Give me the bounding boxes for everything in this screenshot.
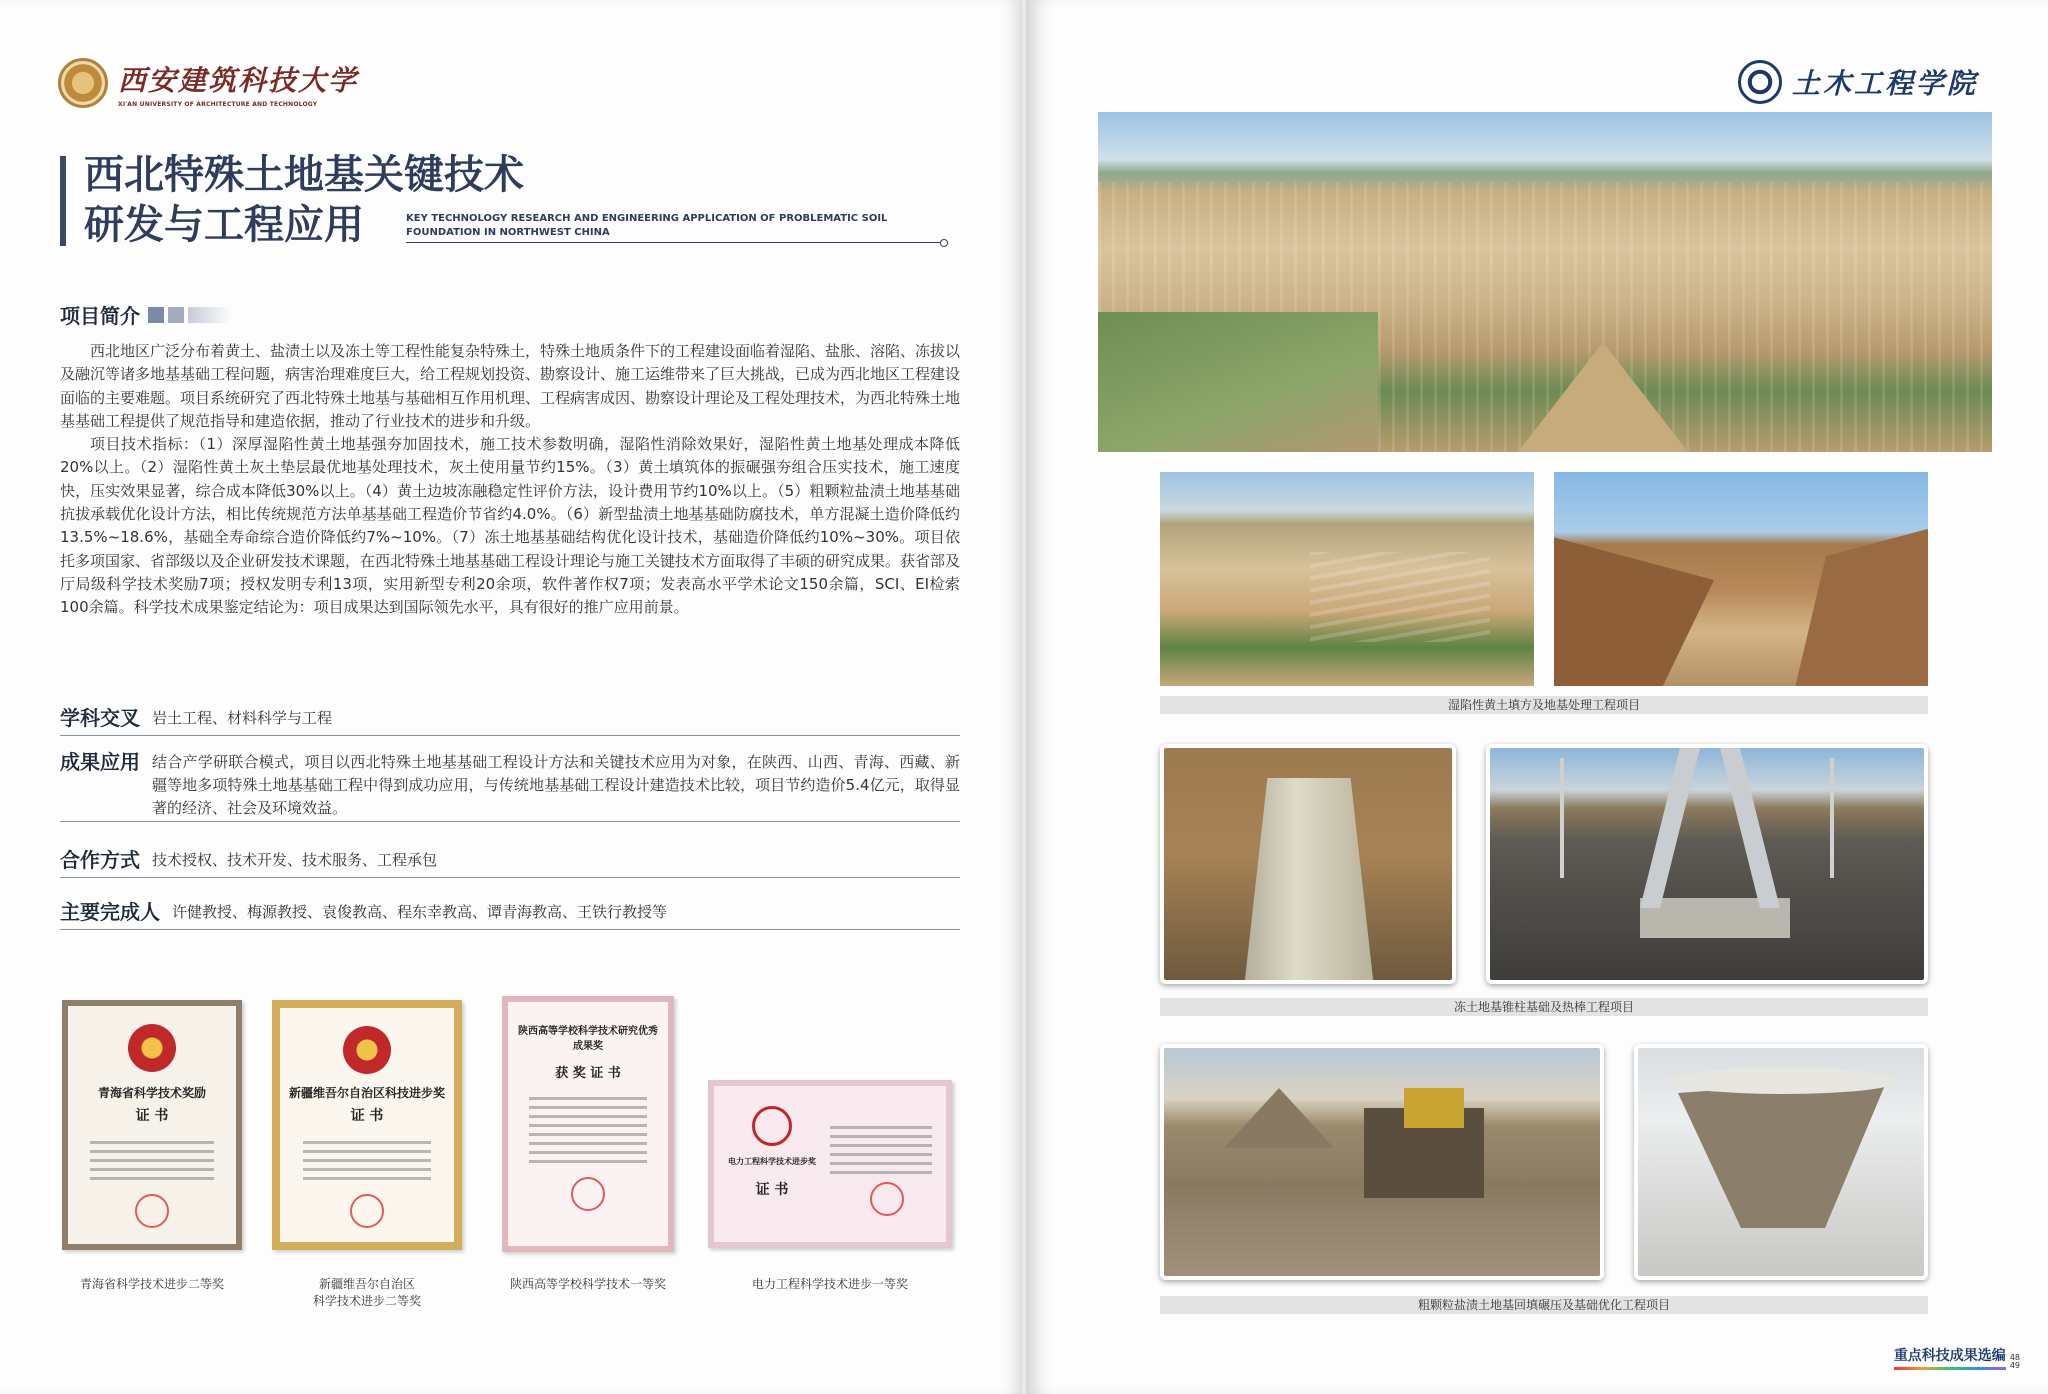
cert-text-lines bbox=[303, 1135, 432, 1186]
red-seal-icon bbox=[571, 1177, 605, 1211]
left-page bbox=[0, 0, 1022, 1394]
caption-permafrost-projects: 冻土地基锥柱基础及热棒工程项目 bbox=[1160, 998, 1928, 1016]
cert-subtitle: 证 书 bbox=[350, 1108, 384, 1124]
heading-decoration bbox=[148, 307, 232, 323]
college-seal-icon bbox=[1738, 60, 1782, 104]
footer-title: 重点科技成果选编 bbox=[1894, 1345, 2006, 1370]
national-emblem-icon bbox=[128, 1024, 176, 1072]
red-seal-icon bbox=[350, 1194, 384, 1228]
cert-title: 青海省科学技术奖励 bbox=[97, 1086, 206, 1100]
cooperation-label: 合作方式 bbox=[60, 848, 140, 872]
college-name: 土木工程学院 bbox=[1791, 67, 1978, 100]
cert-title: 电力工程科学技术进步奖 bbox=[728, 1156, 816, 1166]
red-seal-icon bbox=[135, 1194, 169, 1228]
title-rule bbox=[406, 242, 942, 243]
photo-saline-soil-foundation bbox=[1634, 1044, 1928, 1280]
team-value: 许健教授、梅源教授、袁俊教高、程东幸教高、谭青海教高、王铁行教授等 bbox=[172, 903, 668, 921]
cert-text-lines bbox=[529, 1091, 647, 1169]
certificate-caption: 青海省科学技术进步二等奖 bbox=[79, 1277, 224, 1291]
disciplines-value: 岩土工程、材料科学与工程 bbox=[152, 709, 333, 727]
cooperation-row bbox=[60, 846, 960, 878]
page-footer bbox=[1894, 1345, 2020, 1370]
application-value: 结合产学研联合模式，项目以西北特殊土地基基础工程设计方法和关键技术应用为对象，在陕西、山西、青海、西藏、新疆等地多项特殊土地基基础工程中得到成功应用，与传统地基基础工程设计建造技术比较，项目节约造价5.4亿元，取得显著的经济、社会及环境效益。 bbox=[152, 753, 960, 817]
page-title-en-line2: FOUNDATION IN NORTHWEST CHINA bbox=[406, 227, 610, 238]
page-number-left: 48 bbox=[2009, 1353, 2020, 1362]
cert-text-lines bbox=[830, 1126, 932, 1174]
caption-loess-projects: 湿陷性黄土填方及地基处理工程项目 bbox=[1160, 696, 1928, 714]
page-title-en-line1: KEY TECHNOLOGY RESEARCH AND ENGINEERING APPLICATION OF PROBLEMATIC SOIL bbox=[406, 213, 888, 224]
certificate-shaanxi bbox=[502, 996, 674, 1252]
photo-loess-site-1 bbox=[1160, 472, 1534, 686]
intro-paragraph-2: 项目技术指标：（1）深厚湿陷性黄土地基强夯加固技术，施工技术参数明确，湿陷性消除效果好，湿陷性黄土地基处理成本降低20%以上。（2）湿陷性黄土灰土垫层最优地基处理技术，灰土使用量节约15%。（3）黄土填筑体的振碾强夯组合压实技术，施工速度快，压实效果显著，综合成本降低30%以上。（4）黄土边坡冻融稳定性评价方法，设计费用节约10%以上。（5）粗颗粒盐渍土地基基础抗拔承载优化设计方法，相比传统规范方法单基基础工程造价节省约4.0%。（6）新型盐渍土地基基础防腐技术，单方混凝土造价降低约13.5%~18.6%，基础全寿命综合造价降低约7%~10%。（7）冻土地基基础结构优化设计技术，基础造价降低约10%~30%。项目依托多项国家、省部级以及企业研发技术课题，在西北特殊土地基基础工程设计理论与施工关键技术方面取得了丰硕的研究成果。获省部及厅局级科学技术奖励7项；授权发明专利13项，实用新型专利20余项，软件著作权7项；发表高水平学术论文150余篇，SCI、EI检索100余篇。科学技术成果鉴定结论为：项目成果达到国际领先水平，具有很好的推广应用前景。 bbox=[60, 435, 961, 617]
cert-text-lines bbox=[90, 1135, 214, 1186]
certificate-xinjiang bbox=[272, 1000, 462, 1250]
certificate-caption: 电力工程科学技术进步一等奖 bbox=[751, 1277, 908, 1291]
intro-heading bbox=[60, 300, 232, 329]
certificate-caption: 新疆维吾尔自治区 科学技术进步二等奖 bbox=[312, 1277, 421, 1308]
intro-paragraph-1: 西北地区广泛分布着黄土、盐渍土以及冻土等工程性能复杂特殊土，特殊土地质条件下的工程建设面临着湿陷、盐胀、溶陷、冻拔以及融沉等诸多地基基础工程问题，病害治理难度巨大，给工程规划投资、勘察设计、施工运维带来了巨大挑战，已成为西北地区工程建设面临的主要难题。项目系统研究了西北特殊土地基与基础相互作用机理、工程病害成因、勘察设计理论及工程处理技术，为西北特殊土地基基础工程提供了规范指导和建造依据，推动了行业技术的进步和升级。 bbox=[60, 342, 961, 430]
page-title-en bbox=[406, 212, 887, 240]
disciplines-row bbox=[60, 704, 960, 736]
national-emblem-icon bbox=[343, 1026, 391, 1074]
university-name-en: XI'AN UNIVERSITY OF ARCHITECTURE AND TECHNOLOGY bbox=[118, 100, 318, 108]
right-page bbox=[1026, 0, 2048, 1394]
cooperation-value: 技术授权、技术开发、技术服务、工程承包 bbox=[152, 851, 438, 869]
application-row bbox=[60, 748, 960, 822]
cert-subtitle: 获 奖 证 书 bbox=[555, 1066, 621, 1081]
college-logo bbox=[1738, 60, 1978, 104]
caption-saline-projects: 粗颗粒盐渍土地基回填碾压及基础优化工程项目 bbox=[1160, 1296, 1928, 1314]
certificate-power bbox=[708, 1080, 952, 1248]
university-seal-icon bbox=[58, 58, 108, 108]
photo-tower-thermosyphon bbox=[1486, 744, 1928, 984]
intro-heading-text: 项目简介 bbox=[60, 304, 140, 328]
photo-loess-site-2 bbox=[1554, 472, 1928, 686]
cert-title: 新疆维吾尔自治区科技进步奖 bbox=[288, 1086, 445, 1100]
page-number-right: 49 bbox=[2009, 1361, 2020, 1370]
photo-cone-pile-foundation bbox=[1160, 744, 1456, 984]
university-name-cn: 西安建筑科技大学 bbox=[118, 63, 359, 97]
cert-subtitle: 证 书 bbox=[135, 1108, 169, 1124]
photo-backfill-compaction bbox=[1160, 1044, 1604, 1280]
cert-title: 陕西高等学校科学技术研究优秀成果奖 bbox=[518, 1026, 658, 1052]
certificate-caption: 陕西高等学校科学技术一等奖 bbox=[509, 1277, 666, 1291]
university-logo bbox=[58, 58, 358, 108]
team-label: 主要完成人 bbox=[60, 900, 160, 924]
intro-text bbox=[60, 340, 960, 620]
page-title-line1: 西北特殊土地基关键技术 bbox=[84, 151, 524, 198]
disciplines-label: 学科交叉 bbox=[60, 706, 140, 730]
power-logo-icon bbox=[752, 1106, 792, 1146]
photo-loess-fill-panorama bbox=[1098, 112, 1992, 452]
cert-subtitle: 证 书 bbox=[755, 1182, 789, 1198]
certificate-qinghai bbox=[62, 1000, 242, 1250]
page-title-line2: 研发与工程应用 bbox=[84, 201, 364, 248]
red-seal-icon bbox=[870, 1182, 904, 1216]
application-label: 成果应用 bbox=[60, 750, 140, 774]
title-accent-bar bbox=[60, 156, 66, 246]
team-row bbox=[60, 898, 960, 930]
page-numbers bbox=[2010, 1354, 2020, 1370]
